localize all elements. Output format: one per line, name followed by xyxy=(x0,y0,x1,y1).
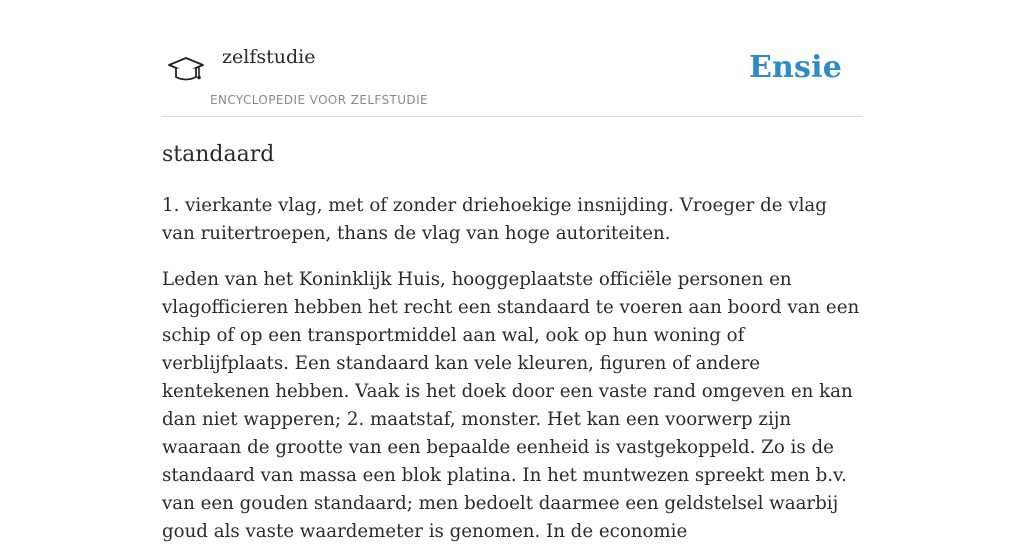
site-tagline: ENCYCLOPEDIE VOOR ZELFSTUDIE xyxy=(210,93,428,107)
brand-logo[interactable]: Ensie xyxy=(748,50,842,85)
article-paragraph: 1. vierkante vlag, met of zonder driehoekige insnijding. Vroeger de vlag van ruitertroepen, thans de vlag van hoge autoriteiten. xyxy=(162,195,827,244)
article xyxy=(162,138,862,546)
site-name[interactable]: zelfstudie xyxy=(222,46,316,68)
article-title: standaard xyxy=(162,142,275,167)
graduation-cap-icon[interactable] xyxy=(166,50,206,90)
article-paragraph: Leden van het Koninklijk Huis, hooggeplaatste officiële personen en vlagofficieren hebben het recht een standaard te voeren aan boord van een schip of op een transportmiddel aan wal, ook op hun woning of verblijfplaats. Een standaard kan vele kleuren, figuren of andere kentekenen hebben. Vaak is het doek door een vaste rand omgeven en kan dan niet wapperen; 2. maatstaf, monster. Het kan een voorwerp zijn waaraan de grootte van een bepaalde eenheid is vastgekoppeld. Zo is de standaard van massa een blok platina. In het muntwezen spreekt men b.v. van een gouden standaard; men bedoelt daarmee een geldstelsel waarbij goud als vaste waardemeter is genomen. In de economie xyxy=(162,269,860,542)
site-header xyxy=(162,0,862,117)
